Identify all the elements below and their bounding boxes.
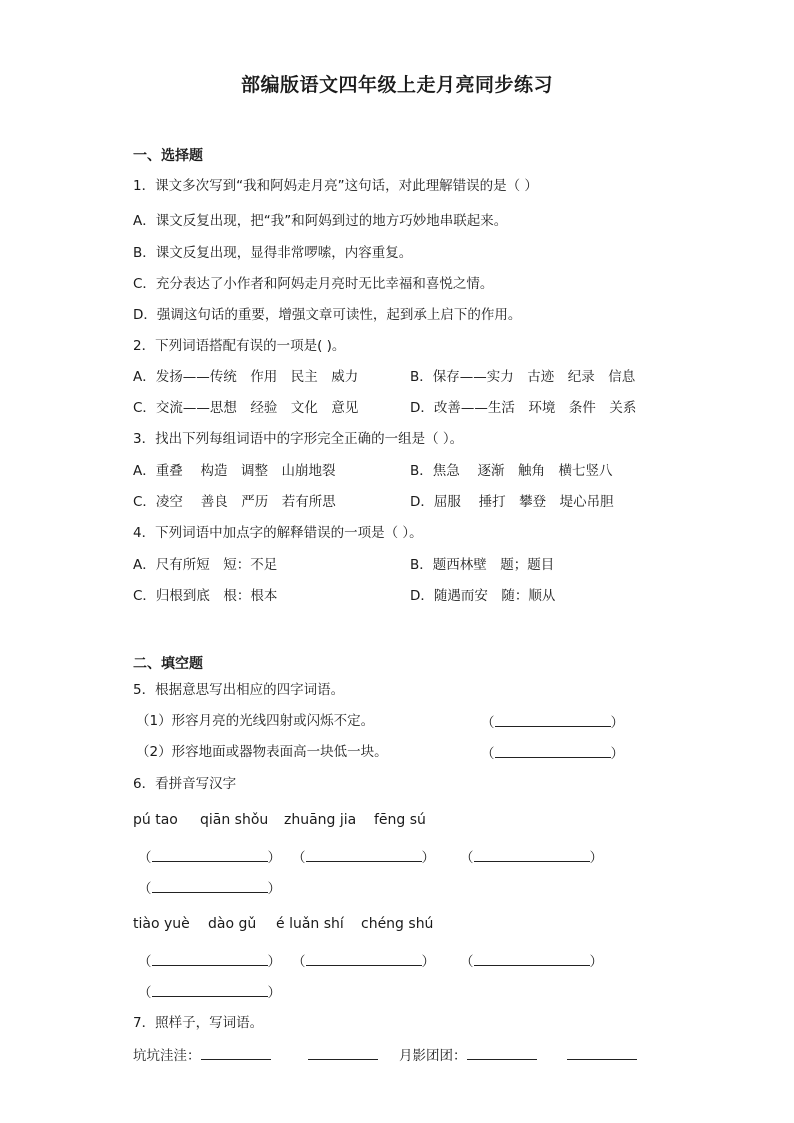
answer-blank[interactable] (292, 951, 435, 971)
pinyin-label: dào gǔ (208, 916, 257, 932)
question-5-item-2: （2）形容地面或器物表面高一块低一块。 (136, 744, 388, 760)
paren-close: ） (421, 954, 435, 970)
question-1-option-c: C．充分表达了小作者和阿妈走月亮时无比幸福和喜悦之情。 (133, 276, 494, 292)
question-3-option-d: D．屈服 捶打 攀登 堤心吊胆 (410, 494, 614, 510)
question-7-stem: 7．照样子，写词语。 (133, 1015, 264, 1031)
question-2-option-d: D．改善——生活 环境 条件 关系 (410, 400, 637, 416)
question-4-option-a: A．尺有所短 短：不足 (133, 557, 278, 573)
pinyin-label: qiān shǒu (200, 812, 269, 828)
question-4-stem: 4．下列词语中加点字的解释错误的一项是（ ）。 (133, 525, 423, 541)
paren-open: （ (138, 881, 152, 897)
question-2-option-a: A．发扬——传统 作用 民主 威力 (133, 369, 359, 385)
paren-close: ） (267, 954, 281, 970)
blank-line (495, 712, 611, 727)
question-7-label-1: 坑坑洼洼： (133, 1048, 201, 1064)
answer-blank[interactable] (138, 847, 281, 867)
blank-line (474, 847, 590, 862)
paren-open: （ (138, 850, 152, 866)
question-6-stem: 6．看拼音写汉字 (133, 776, 237, 792)
question-2-option-c: C．交流——思想 经验 文化 意见 (133, 400, 359, 416)
question-1-stem: 1．课文多次写到“我和阿妈走月亮”这句话，对此理解错误的是（ ） (133, 178, 538, 194)
blank-line (152, 847, 268, 862)
paren-open: （ (292, 954, 306, 970)
answer-underline[interactable] (567, 1045, 637, 1060)
paren-open: （ (460, 850, 474, 866)
paren-close: ） (610, 746, 624, 762)
paren-open: （ (138, 954, 152, 970)
paren-open: （ (138, 985, 152, 1001)
question-7-item-1 (133, 1045, 271, 1065)
question-1-option-d: D．强调这句话的重要，增强文章可读性，起到承上启下的作用。 (133, 307, 522, 323)
answer-blank[interactable] (138, 951, 281, 971)
question-5-item-1: （1）形容月亮的光线四射或闪烁不定。 (136, 713, 375, 729)
question-3-stem: 3．找出下列每组词语中的字形完全正确的一组是（ ）。 (133, 431, 464, 447)
section-heading-fill: 二、填空题 (133, 656, 203, 672)
question-3-option-b: B．焦急 逐渐 触角 横七竖八 (410, 463, 613, 479)
paren-close: ） (267, 850, 281, 866)
question-3-option-a: A．重叠 构造 调整 山崩地裂 (133, 463, 336, 479)
paren-close: ） (610, 715, 624, 731)
blank-line (495, 743, 611, 758)
page-title: 部编版语文四年级上走月亮同步练习 (240, 74, 553, 96)
paren-open: （ (481, 715, 495, 731)
answer-blank[interactable] (460, 847, 603, 867)
answer-blank[interactable] (460, 951, 603, 971)
paren-close: ） (589, 850, 603, 866)
blank-line (152, 951, 268, 966)
blank-line (306, 951, 422, 966)
answer-underline[interactable] (201, 1045, 271, 1060)
paren-open: （ (460, 954, 474, 970)
paren-open: （ (292, 850, 306, 866)
question-5-stem: 5．根据意思写出相应的四字词语。 (133, 682, 345, 698)
pinyin-label: tiào yuè (133, 916, 190, 932)
pinyin-label: é luǎn shí (276, 916, 344, 932)
blank-line (152, 878, 268, 893)
question-4-option-d: D．随遇而安 随：顺从 (410, 588, 556, 604)
paren-close: ） (267, 985, 281, 1001)
answer-blank[interactable] (481, 743, 624, 763)
question-7-item-2 (399, 1045, 537, 1065)
paren-close: ） (421, 850, 435, 866)
question-2-option-b: B．保存——实力 古迹 纪录 信息 (410, 369, 636, 385)
answer-underline-wrap (308, 1045, 378, 1065)
blank-line (474, 951, 590, 966)
question-4-option-c: C．归根到底 根：根本 (133, 588, 278, 604)
paren-close: ） (589, 954, 603, 970)
answer-blank[interactable] (292, 847, 435, 867)
question-3-option-c: C．凌空 善良 严历 若有所思 (133, 494, 336, 510)
blank-line (152, 982, 268, 997)
question-4-option-b: B．题西林壁 题；题目 (410, 557, 555, 573)
answer-blank[interactable] (481, 712, 624, 732)
pinyin-label: pú tao (133, 812, 178, 828)
answer-blank[interactable] (138, 982, 281, 1002)
answer-underline-wrap (567, 1045, 637, 1065)
question-1-option-b: B．课文反复出现，显得非常啰嗦，内容重复。 (133, 245, 413, 261)
question-2-stem: 2．下列词语搭配有误的一项是( )。 (133, 338, 346, 354)
answer-underline[interactable] (308, 1045, 378, 1060)
pinyin-label: fēng sú (374, 812, 426, 828)
section-heading-choice: 一、选择题 (133, 148, 203, 164)
pinyin-label: chéng shú (361, 916, 434, 932)
question-7-label-2: 月影团团： (399, 1048, 467, 1064)
paren-open: （ (481, 746, 495, 762)
pinyin-label: zhuāng jia (284, 812, 357, 828)
answer-blank[interactable] (138, 878, 281, 898)
paren-close: ） (267, 881, 281, 897)
answer-underline[interactable] (467, 1045, 537, 1060)
question-1-option-a: A．课文反复出现，把“我”和阿妈到过的地方巧妙地串联起来。 (133, 213, 508, 229)
blank-line (306, 847, 422, 862)
